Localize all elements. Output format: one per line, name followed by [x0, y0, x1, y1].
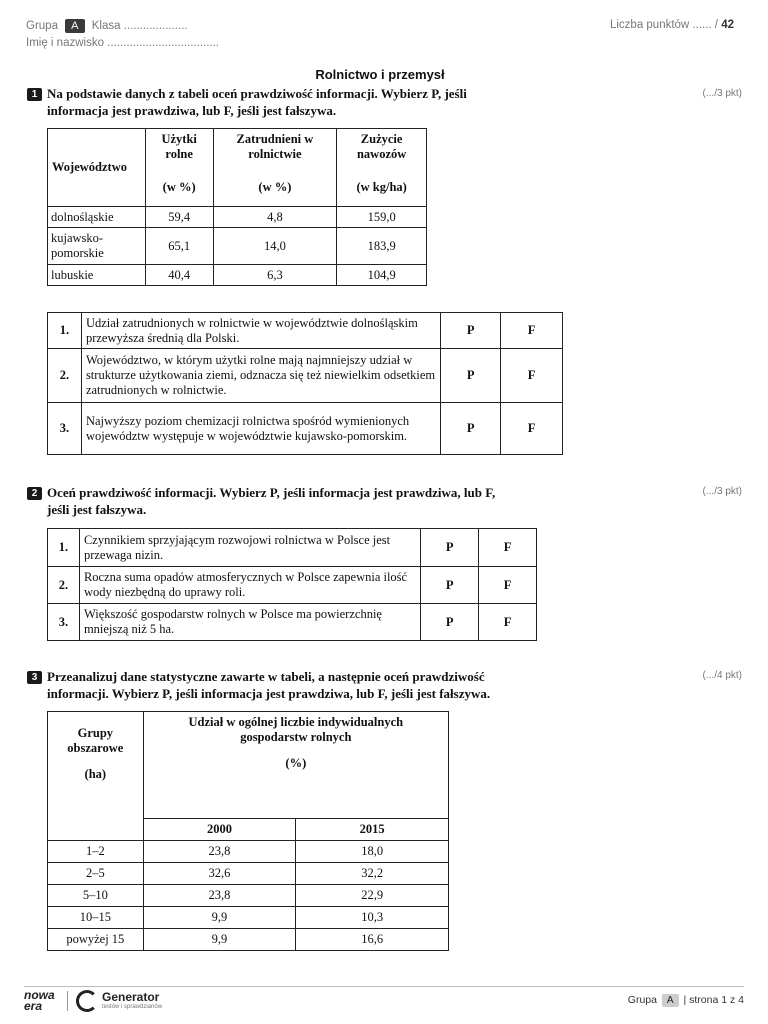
points-field: Liczba punktów ...... / 42 — [609, 19, 734, 31]
header-year-2000: 2000 — [143, 819, 296, 841]
table-row: 2. Roczna suma opadów atmosferycznych w Polsce zapewnia ilość wody niezbędną do uprawy roli. P F — [48, 567, 537, 604]
data-table-farm-sizes — [47, 711, 449, 951]
table-row: 3. Najwyższy poziom chemizacji rolnictwa spośród wymienionych województw występuje w województwie kujawsko-pomorskim. P F — [48, 403, 563, 455]
option-p[interactable]: P — [421, 529, 479, 567]
table-row: 2–5 32,6 32,2 — [48, 863, 449, 885]
footer-group-badge: A — [662, 994, 679, 1007]
points-total: 42 — [721, 19, 734, 31]
group-badge: A — [65, 19, 84, 33]
question-1-points: (.../3 pkt) — [702, 88, 742, 99]
option-f[interactable]: F — [479, 529, 537, 567]
option-f[interactable]: F — [479, 567, 537, 604]
table-row: 1. Czynnikiem sprzyjającym rozwojowi rolnictwa w Polsce jest przewaga nizin. P F — [48, 529, 537, 567]
header-voivodeship: Województwo — [48, 129, 146, 207]
name-field: Imię i nazwisko ................................... — [26, 37, 219, 49]
question-3-points: (.../4 pkt) — [702, 670, 742, 681]
option-p[interactable]: P — [441, 313, 501, 349]
question-2-number: 2 — [27, 487, 42, 500]
statements-table-q1 — [47, 312, 563, 455]
question-3-number: 3 — [27, 671, 42, 684]
question-1-text: Na podstawie danych z tabeli oceń prawdziwość informacji. Wybierz P, jeśli informacja jest prawdziwa, lub F, jeśli jest fałszywa. — [47, 86, 467, 118]
page-number: | strona 1 z 4 — [683, 994, 744, 1006]
header-fertilizer: Zużycie nawozów (w kg/ha) — [337, 129, 427, 207]
header-farmland: Użytki rolne (w %) — [145, 129, 213, 207]
option-p[interactable]: P — [441, 349, 501, 403]
table-row: kujawsko-pomorskie 65,1 14,0 183,9 — [48, 228, 427, 265]
question-2-text: Oceń prawdziwość informacji. Wybierz P, jeśli informacja jest prawdziwa, lub F, jeśli jest fałszywa. — [47, 485, 496, 517]
footer-divider — [24, 986, 744, 987]
option-f[interactable]: F — [501, 403, 563, 455]
statements-table-q2 — [47, 528, 537, 641]
group-field: Grupa A Klasa .................... — [26, 20, 188, 32]
table-row: dolnośląskie 59,4 4,8 159,0 — [48, 207, 427, 228]
option-p[interactable]: P — [441, 403, 501, 455]
table-row: lubuskie 40,4 6,3 104,9 — [48, 265, 427, 286]
option-p[interactable]: P — [421, 604, 479, 641]
nowa-era-logo: nowa era — [24, 988, 55, 1013]
option-f[interactable]: F — [479, 604, 537, 641]
generator-subtitle: testów i sprawdzianów — [102, 1004, 163, 1010]
header-employment: Zatrudnieni w rolnictwie (w %) — [213, 129, 337, 207]
table-row: 10–15 9,9 10,3 — [48, 907, 449, 929]
option-f[interactable]: F — [501, 349, 563, 403]
table-row: powyżej 15 9,9 16,6 — [48, 929, 449, 951]
table-row: 2. Województwo, w którym użytki rolne mają najmniejszy udział w strukturze użytkowania ziemi, odznacza się też niewielkim odsetkiem zatrudnionych w rolnictwie. P F — [48, 349, 563, 403]
generator-logo-icon — [76, 990, 98, 1012]
table-row: 5–10 23,8 22,9 — [48, 885, 449, 907]
header-area-group: Grupy obszarowe (ha) — [48, 712, 144, 841]
generator-title: Generator — [102, 990, 160, 1004]
table-row: 3. Większość gospodarstw rolnych w Polsce ma powierzchnię mniejszą niż 5 ha. P F — [48, 604, 537, 641]
option-p[interactable]: P — [421, 567, 479, 604]
option-f[interactable]: F — [501, 313, 563, 349]
question-1-number: 1 — [27, 88, 42, 101]
class-field: Klasa .................... — [91, 20, 188, 32]
header-year-2015: 2015 — [296, 819, 449, 841]
page-title: Rolnictwo i przemysł — [315, 67, 445, 82]
question-2-points: (.../3 pkt) — [702, 486, 742, 497]
header-share: Udział w ogólnej liczbie indywidualnych gospodarstw rolnych (%) — [143, 712, 448, 819]
table-row: 1. Udział zatrudnionych w rolnictwie w województwie dolnośląskim przewyższa średnią dla Polski. P F — [48, 313, 563, 349]
data-table-voivodeships — [47, 128, 427, 286]
question-3-text: Przeanalizuj dane statystyczne zawarte w tabeli, a następnie oceń prawdziwość informacji. Wybierz P, jeśli informacja jest prawdziwa, lub F, jeśli jest fałszywa. — [47, 669, 491, 701]
footer-separator — [67, 991, 68, 1011]
footer-page-info: Grupa A | strona 1 z 4 — [627, 994, 744, 1006]
table-row: 1–2 23,8 18,0 — [48, 841, 449, 863]
